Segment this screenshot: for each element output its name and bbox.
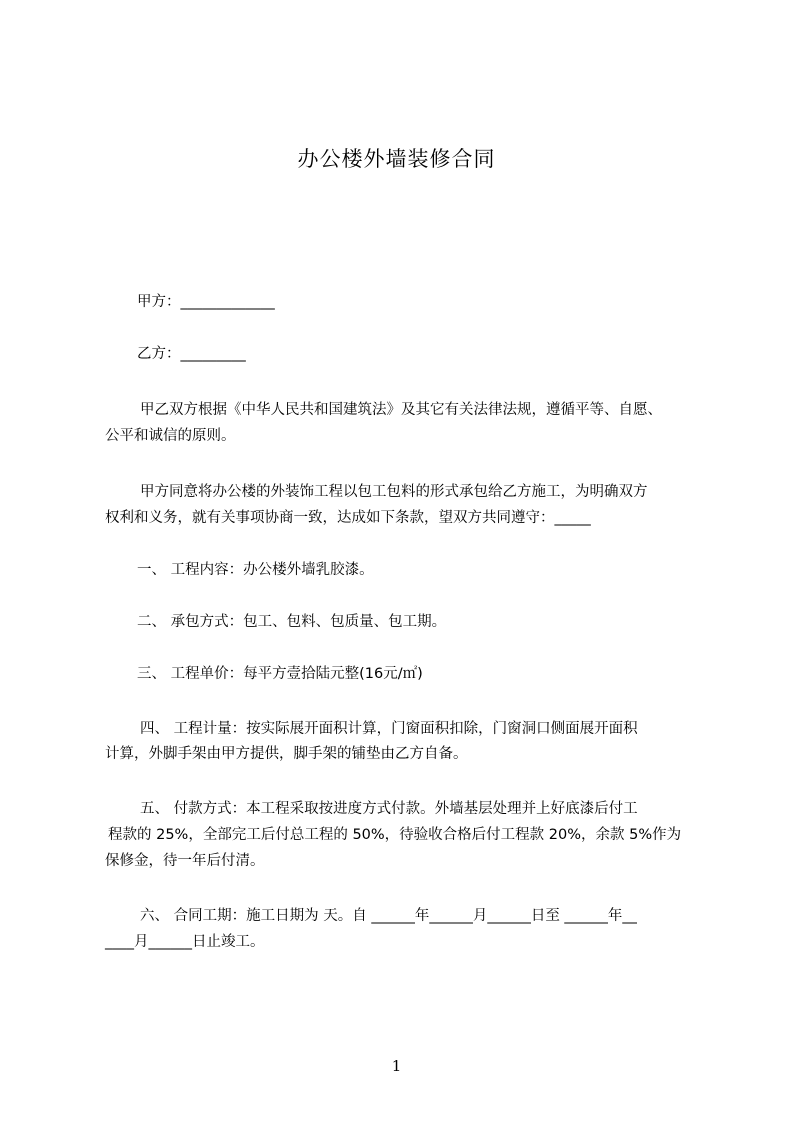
clause-5-line-1: 五、 付款方式：本工程采取按进度方式付款。外墙基层处理并上好底漆后付工 xyxy=(140,801,638,817)
clause-4-line-2: 计算，外脚手架由甲方提供，脚手架的铺垫由乙方自备。 xyxy=(105,746,468,762)
clause-4-line-1: 四、 工程计量：按实际展开面积计算，门窗面积扣除，门窗洞口侧面展开面积 xyxy=(140,721,638,737)
clause-5-line-2: 程款的 25%，全部完工后付总工程的 50%，待验收合格后付工程款 20%，余款 5%作为 xyxy=(108,827,682,843)
clause-5-line-3: 保修金，待一年后付清。 xyxy=(105,853,265,869)
party-a-line: 甲方：_____________ xyxy=(137,294,275,310)
document-title: 办公楼外墙装修合同 xyxy=(297,147,496,171)
party-b-line: 乙方：_________ xyxy=(137,346,246,362)
clause-6-line-2: ____月______日止竣工。 xyxy=(105,934,265,950)
agreement-line-1: 甲方同意将办公楼的外装饰工程以包工包料的形式承包给乙方施工，为明确双方 xyxy=(140,484,648,500)
clause-1: 一、 工程内容：办公楼外墙乳胶漆。 xyxy=(137,562,374,578)
clause-6-line-1: 六、 合同工期：施工日期为 天。自 ______年______月______日至 ______年__ xyxy=(140,908,637,924)
preamble-line-2: 公平和诚信的原则。 xyxy=(105,428,236,444)
clause-3: 三、 工程单价：每平方壹拾陆元整(16元/㎡) xyxy=(137,666,423,682)
page-number: 1 xyxy=(391,1057,402,1075)
agreement-line-2: 权利和义务，就有关事项协商一致，达成如下条款，望双方共同遵守：_____ xyxy=(105,510,591,526)
clause-2: 二、 承包方式：包工、包料、包质量、包工期。 xyxy=(137,614,447,630)
preamble-line-1: 甲乙双方根据《中华人民共和国建筑法》及其它有关法律法规，遵循平等、自愿、 xyxy=(140,402,662,418)
